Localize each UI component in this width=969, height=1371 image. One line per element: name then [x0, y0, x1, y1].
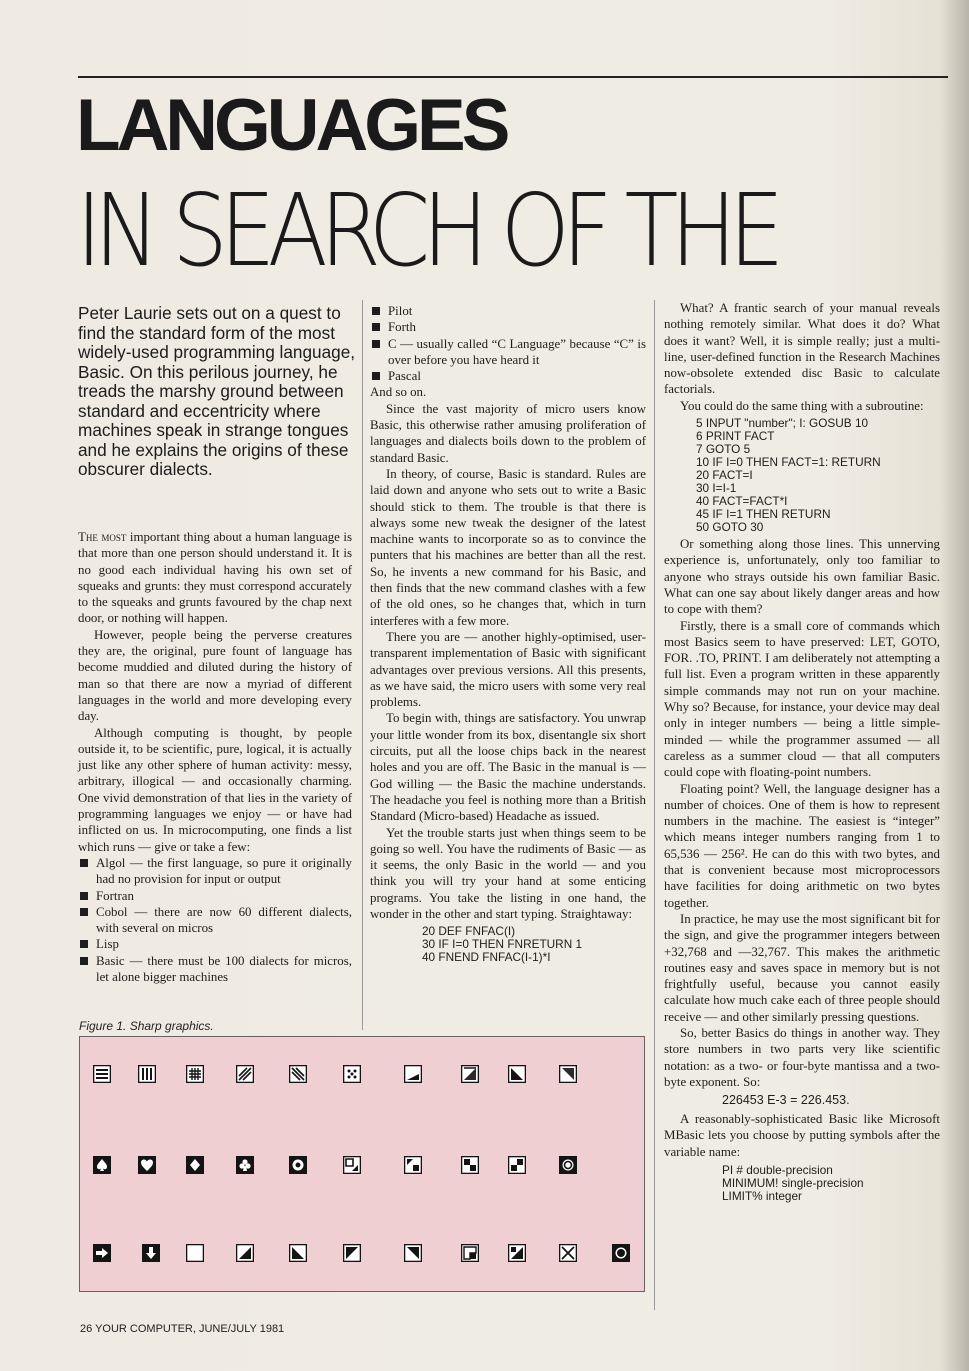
list-item: Cobol — there are now 60 different dialects, with several on micros [78, 904, 352, 937]
top-rule [78, 76, 948, 78]
paragraph: Yet the trouble starts just when things seem to be going so well. You have the rudiments of Basic — as it seems, the only Basic in the world — and you think you will try your hand at some enticing programs. You take the listing in one hand, the wonder in the other and start typing. Straightaway: [370, 825, 646, 921]
spade-icon [93, 1156, 111, 1174]
checker-b-icon [508, 1156, 526, 1174]
diag-hatch-rev-icon [289, 1065, 307, 1083]
paragraph: So, better Basics do things in another way. They store numbers in two parts very like scientific notation: as a two- or four-byte mantissa and a two-byte exponent. So: [664, 1025, 940, 1089]
upper-wedge-icon [461, 1065, 479, 1083]
column-3 [664, 300, 940, 1203]
list-item: Pilot [370, 303, 646, 319]
formula: 226453 E-3 = 226.453. [722, 1093, 850, 1108]
column-divider [362, 300, 363, 1030]
corner-a-icon [343, 1156, 361, 1174]
diamond-icon [186, 1156, 204, 1174]
heart-icon [138, 1156, 156, 1174]
paragraph: Firstly, there is a small core of commands which most Basics seem to have preserved: LET, GOTO, FOR. .TO, PRINT. I am deliberately not attempting a full list. Even a program written in these apparently simple commands may not run on your machine. Why so? Because, for instance, your device may deal only in integer numbers — being a little simple-minded — while the programmer assumed — all careless as a summer cloud — that all computers could cope with floating-point numbers. [664, 618, 940, 780]
list-item: Forth [370, 319, 646, 335]
club-icon [236, 1156, 254, 1174]
paragraph: A reasonably-sophisticated Basic like Microsoft MBasic lets you choose by putting symbols after the variable name: [664, 1112, 940, 1159]
paragraph: Although computing is thought, by people outside it, to be scientific, pure, logical, it is actually just like any other sphere of human activity: messy, arbitrary, illogical — and occasionally charming. One vivid demonstration of that lies in the variety of programming languages we enjoy — or have had inflicted on us. In microcomputing, one finds a list which runs — give or take a few: [78, 725, 352, 854]
headline: IN SEARCH OF THE [76, 176, 777, 286]
notch-a-icon [461, 1244, 479, 1262]
paragraph-text: important thing about a human language is that more than one person should understand it. It is no good each individual having his own set of squeaks and grunts: they must correspond accurately to the squeaks and grunts favoured by the chap next door, or nothing will happen. [78, 530, 352, 626]
paragraph: However, people being the perverse creatures they are, the original, pure fount of language has become muddied and diluted during the history of man so that there are now a myriad of different languages in the world and more developing every day. [78, 627, 352, 724]
list-item: Pascal [370, 368, 646, 384]
paragraph: To begin with, things are satisfactory. You unwrap your little wonder from its box, disentangle six short circuits, put all the loose chips back in the nearest holes and you are off. The Basic in the manual is — God willing — the Basic the machine understands. The headache you feel is nothing more than a British Standard (Micro-based) Headache as issued. [370, 711, 646, 824]
column-1 [78, 529, 352, 985]
notch-b-icon [508, 1244, 526, 1262]
paragraph: Or something along those lines. This unnerving experience is, unfortunately, only too familiar to anyone who strays outside his own familiar Basic. What can one say about likely danger areas and how to cope with them? [664, 537, 940, 617]
hlines-icon [93, 1065, 111, 1083]
list-item: Algol — the first language, so pure it originally had no provision for input or output [78, 855, 352, 888]
half-ll-icon [289, 1244, 307, 1262]
list-item: C — usually called “C Language” because “C” is over before you have heard it [370, 336, 646, 369]
paragraph: Floating point? Well, the language designer has a number of choices. One of them is how to represent numbers in the machine. The easiest is “integer” which means integer numbers ranging from 1 to 65,536 — 256². He can do this with two bytes, and that is convenient because most microprocessors have facilities for doing arithmetic on two bytes together. [664, 781, 940, 910]
arrow-right-icon [93, 1244, 111, 1262]
list-item: Fortran [78, 888, 352, 904]
column-2 [370, 303, 646, 964]
figure-caption: Figure 1. Sharp graphics. [79, 1019, 214, 1033]
list-item: Lisp [78, 936, 352, 952]
section-kicker: LANGUAGES [76, 85, 507, 166]
grid-icon [186, 1065, 204, 1083]
paragraph: And so on. [370, 385, 427, 400]
half-lr-icon [236, 1244, 254, 1262]
arrow-down-icon [142, 1244, 160, 1262]
column-divider [654, 300, 655, 1310]
code-listing: PI # double-precision MINIMUM! single-precision LIMIT% integer [722, 1163, 864, 1204]
code-listing: 5 INPUT "number"; I: GOSUB 10 6 PRINT FACT 7 GOTO 5 10 IF I=0 THEN FACT=1: RETURN 20 FACT=I 30 I=I-1 40 FACT=FACT*I 45 IF I=1 THEN RETURN 50 GOTO 30 [696, 416, 881, 535]
lower-wedge-icon [404, 1065, 422, 1083]
dice-icon [343, 1065, 361, 1083]
half-ul-icon [343, 1244, 361, 1262]
cross-box-icon [559, 1244, 577, 1262]
paragraph: What? A frantic search of your manual reveals nothing remotely similar. What does it do? What does it want? Well, it is simple really; just a multi-line, user-defined function in the Research Machines now-obsolete extended disc Basic to calculate factorials. [664, 301, 940, 397]
circle-dot-icon [289, 1156, 307, 1174]
paragraph: Since the vast majority of micro users know Basic, this otherwise rather amusing proliferation of languages and dialects boils down to the problem of standard Basic. [370, 401, 646, 465]
paragraph: In theory, of course, Basic is standard. Rules are laid down and anyone who sets out to write a Basic should stick to them. The trouble is that there is always some new tweak the designer of the latest machine wants to incorporate so as to convince the punters that his machines are better than all the rest. So, he invents a new command for his Basic, and then finds that the new command clashes with a few of the old ones, so he changes that, which in turn interferes with a few more. [370, 466, 646, 628]
paragraph: You could do the same thing with a subroutine: [680, 398, 924, 413]
paragraph: There you are — another highly-optimised, user-transparent implementation of Basic with significant advantages over previous versions. All this presents, as we have said, the micro users with some very real problems. [370, 629, 646, 710]
figure-sharp-graphics [79, 1036, 645, 1292]
paragraph [78, 529, 352, 627]
corner-b-icon [404, 1156, 422, 1174]
standfirst: Peter Laurie sets out on a quest to find the standard form of the most widely-used programming language, Basic. On this perilous journey, he treads the marshy ground between standard and eccentricity where machines speak in strange tongues and he explains the origins of these obscurer dialects. [78, 303, 356, 479]
code-listing: 20 DEF FNFAC(I) 30 IF I=0 THEN FNRETURN 1 40 FNEND FNFAC(I-1)*I [422, 924, 583, 965]
lead-in: The most [78, 530, 127, 544]
list-item: Basic — there must be 100 dialects for micros, let alone bigger machines [78, 953, 352, 986]
paragraph: In practice, he may use the most significant bit for the sign, and give the programmer integers between +32,768 and —32,767. This makes the arithmetic routines easy and saves space in memory but is not frightfully useful, because you cannot easily calculate how much cake each of three people should receive — and other similarly pressing questions. [664, 911, 940, 1024]
filled-circle-icon [612, 1244, 630, 1262]
wedge-ul-icon [559, 1065, 577, 1083]
empty-square-icon [186, 1244, 204, 1262]
vlines-icon [138, 1065, 156, 1083]
diag-hatch-icon [236, 1065, 254, 1083]
page-footer: 26 YOUR COMPUTER, JUNE/JULY 1981 [80, 1323, 285, 1335]
ring-icon [559, 1156, 577, 1174]
wedge-rev-icon [508, 1065, 526, 1083]
checker-a-icon [461, 1156, 479, 1174]
half-ur-icon [404, 1244, 422, 1262]
